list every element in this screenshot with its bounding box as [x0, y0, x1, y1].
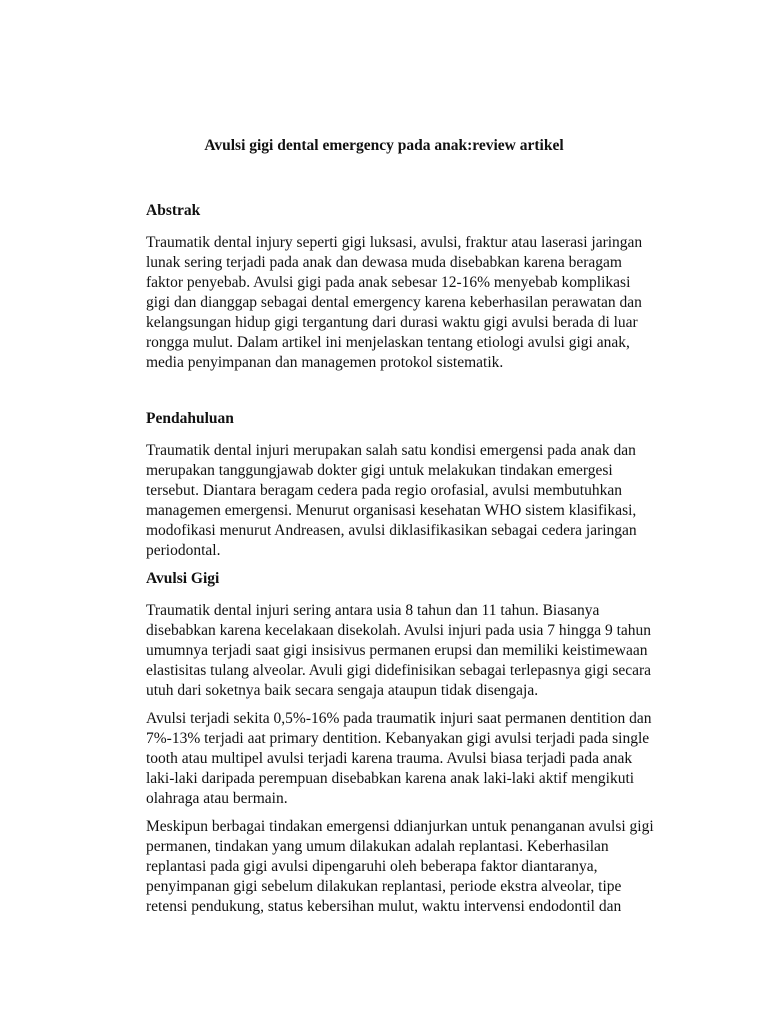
- text-line: gigi dan dianggap sebagai dental emergency karena keberhasilan perawatan dan: [146, 294, 642, 311]
- heading-pendahuluan: Pendahuluan: [146, 410, 234, 427]
- text-line: olahraga atau bermain.: [146, 790, 288, 807]
- text-line: penyimpanan gigi sebelum dilakukan replantasi, periode ekstra alveolar, tipe: [146, 878, 622, 895]
- paragraph-avulsi-2: [146, 709, 666, 809]
- text-line: kelangsungan hidup gigi tergantung dari durasi waktu gigi avulsi berada di luar: [146, 314, 638, 331]
- heading-avulsi-gigi: Avulsi Gigi: [146, 570, 220, 587]
- text-line: utuh dari soketnya baik secara sengaja ataupun tidak disengaja.: [146, 682, 539, 699]
- text-line: Traumatik dental injuri merupakan salah satu kondisi emergensi pada anak dan: [146, 442, 636, 459]
- paragraph-avulsi-3: [146, 817, 666, 917]
- text-line: Traumatik dental injuri sering antara usia 8 tahun dan 11 tahun. Biasanya: [146, 602, 600, 619]
- heading-abstrak: Abstrak: [146, 202, 201, 219]
- text-line: rongga mulut. Dalam artikel ini menjelaskan tentang etiologi avulsi gigi anak,: [146, 334, 630, 351]
- paragraph-pendahuluan: [146, 441, 666, 561]
- text-line: Avulsi terjadi sekita 0,5%-16% pada traumatik injuri saat permanen dentition dan: [146, 710, 652, 727]
- text-line: disebabkan karena kecelakaan disekolah. Avulsi injuri pada usia 7 hingga 9 tahun: [146, 622, 652, 639]
- text-line: tooth atau multipel avulsi terjadi karena trauma. Avulsi biasa terjadi pada anak: [146, 750, 633, 767]
- paragraph-avulsi-1: [146, 601, 666, 701]
- text-line: umumnya terjadi saat gigi insisivus permanen erupsi dan memiliki keistimewaan: [146, 642, 648, 659]
- text-line: Traumatik dental injury seperti gigi luksasi, avulsi, fraktur atau laserasi jaringan: [146, 234, 643, 251]
- text-line: managemen emergensi. Menurut organisasi kesehatan WHO sistem klasifikasi,: [146, 502, 637, 519]
- text-line: replantasi pada gigi avulsi dipengaruhi oleh beberapa faktor diantaranya,: [146, 858, 598, 875]
- text-line: merupakan tanggungjawab dokter gigi untuk melakukan tindakan emergesi: [146, 462, 613, 479]
- paragraph-abstrak: [146, 233, 666, 373]
- text-line: modofikasi menurut Andreasen, avulsi diklasifikasikan sebagai cedera jaringan: [146, 522, 637, 539]
- text-line: Meskipun berbagai tindakan emergensi ddianjurkan untuk penanganan avulsi gigi: [146, 818, 654, 835]
- text-line: 7%-13% terjadi aat primary dentition. Kebanyakan gigi avulsi terjadi pada single: [146, 730, 650, 747]
- text-line: permanen, tindakan yang umum dilakukan adalah replantasi. Keberhasilan: [146, 838, 609, 855]
- text-line: retensi pendukung, status kebersihan mulut, waktu intervensi endodontil dan: [146, 898, 622, 915]
- document-title: Avulsi gigi dental emergency pada anak:review artikel: [204, 137, 564, 154]
- text-line: periodontal.: [146, 542, 221, 559]
- text-line: laki-laki daripada perempuan disebabkan karena anak laki-laki aktif mengikuti: [146, 770, 635, 787]
- text-line: elastisitas tulang alveolar. Avuli gigi didefinisikan sebagai terlepasnya gigi secara: [146, 662, 652, 679]
- text-line: media penyimpanan dan managemen protokol sistematik.: [146, 354, 504, 371]
- text-line: tersebut. Diantara beragam cedera pada regio orofasial, avulsi membutuhkan: [146, 482, 622, 499]
- text-line: lunak sering terjadi pada anak dan dewasa muda disebabkan karena beragam: [146, 254, 622, 271]
- text-line: faktor penyebab. Avulsi gigi pada anak sebesar 12-16% menyebab komplikasi: [146, 274, 631, 291]
